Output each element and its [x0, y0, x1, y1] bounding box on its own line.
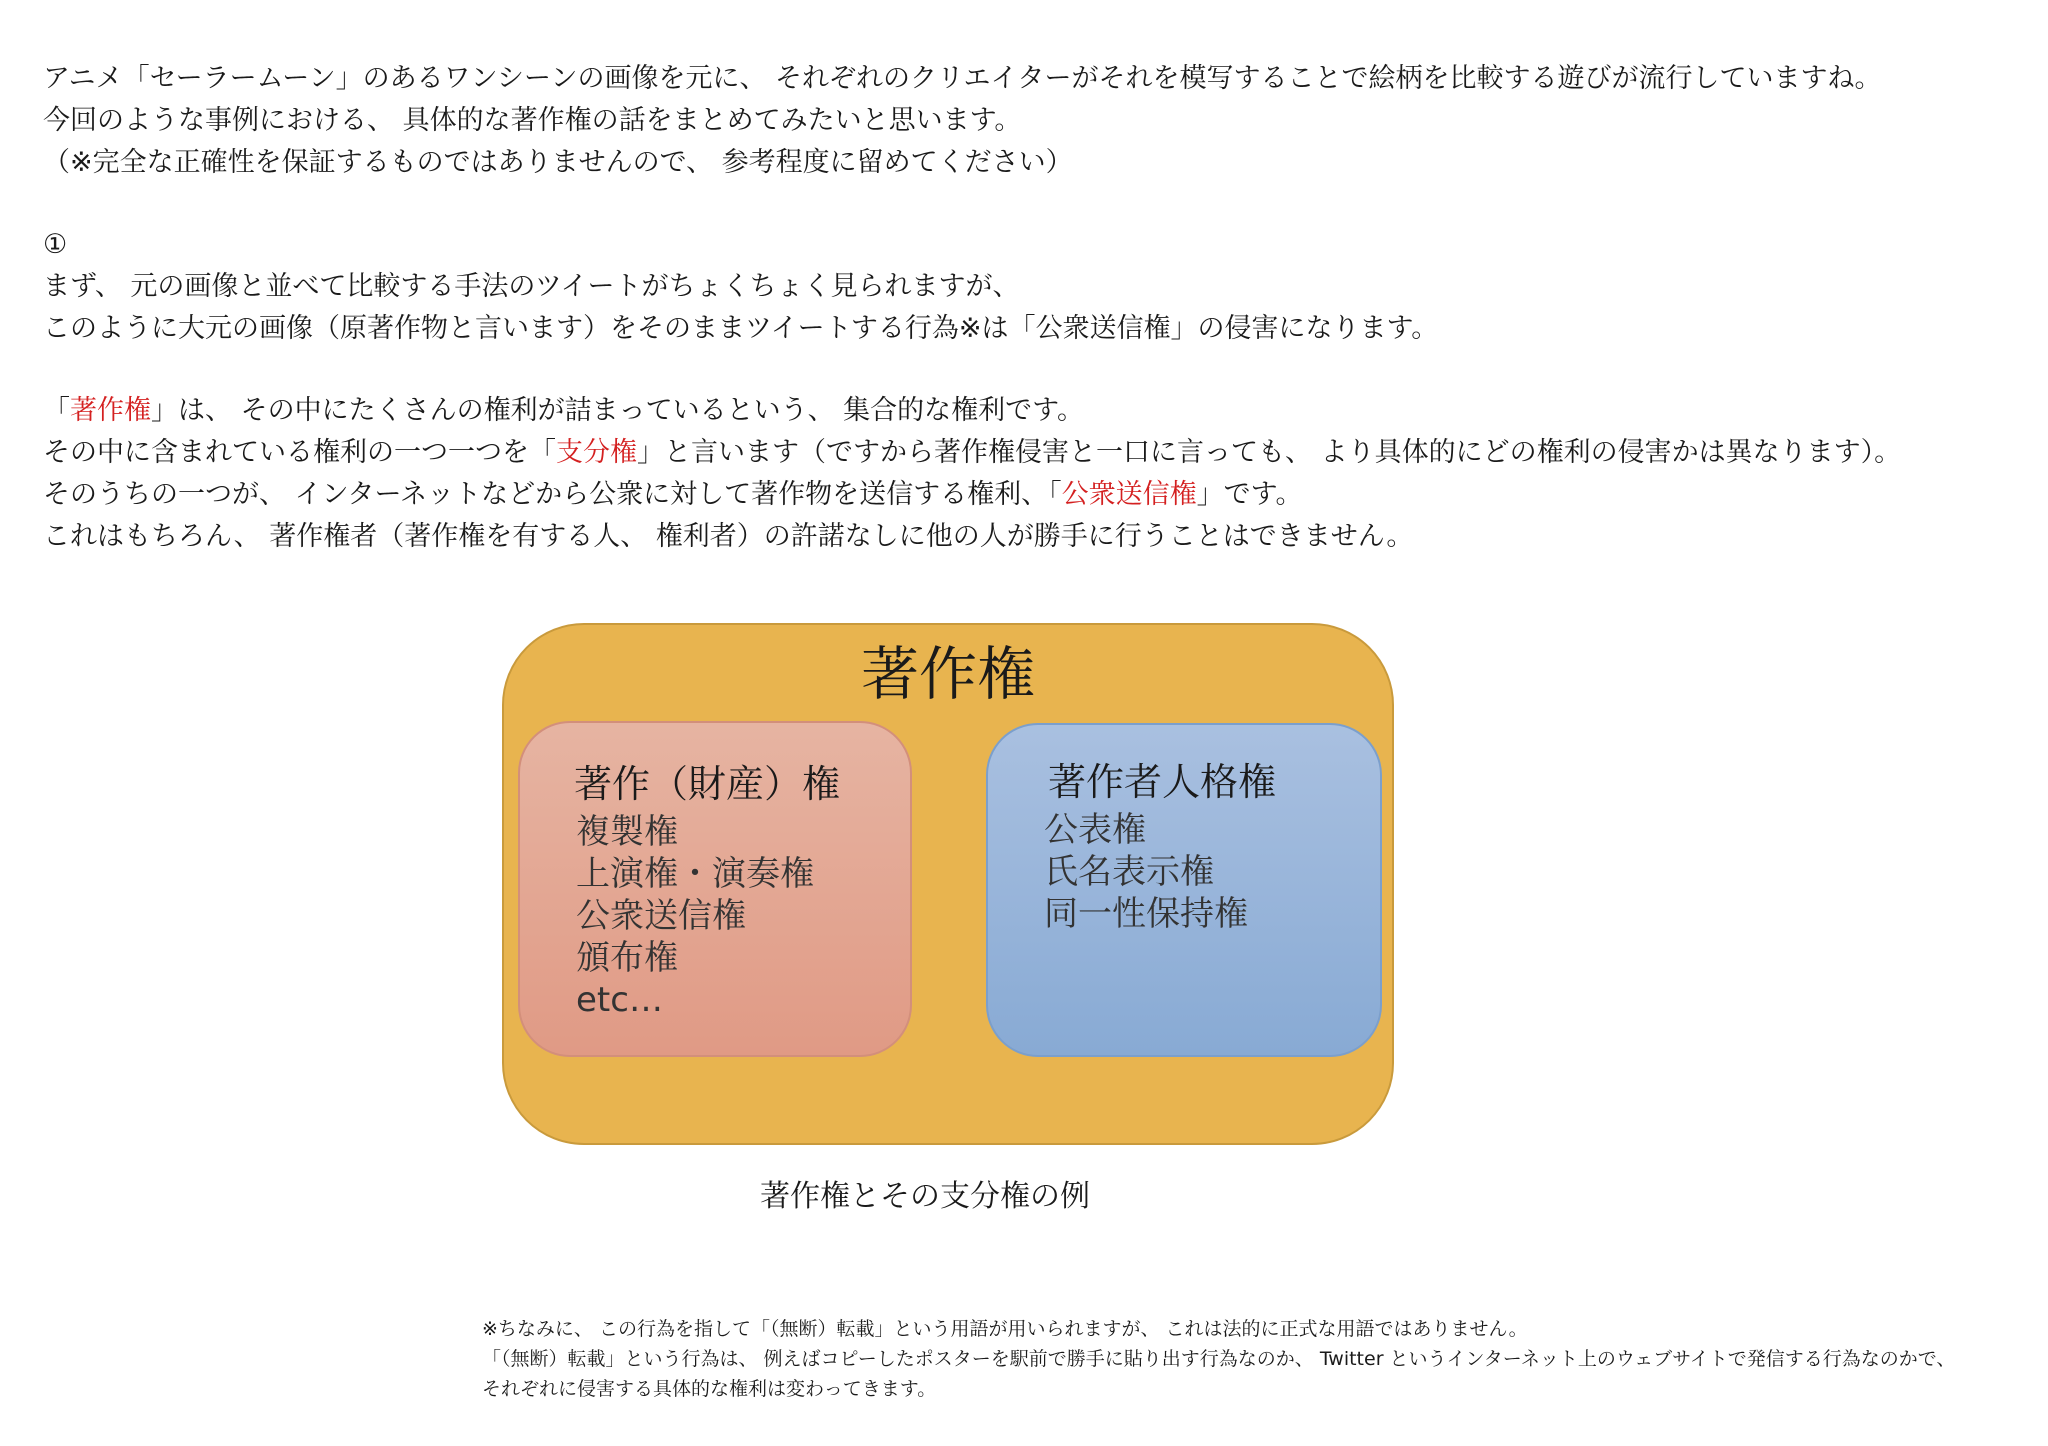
copyright-diagram [502, 623, 1394, 1145]
economic-rights-box [518, 721, 912, 1057]
economic-right-item: etc… [576, 980, 663, 1020]
economic-right-item: 複製権 [576, 812, 678, 852]
bracket-open: 「 [43, 395, 70, 426]
term-public-transmission: 公衆送信権 [1061, 479, 1197, 510]
explanation-line-2-pre: その中に含まれている権利の一つ一つを「 [43, 437, 556, 468]
moral-right-item: 公表権 [1044, 810, 1146, 850]
explanation-line-3-pre: そのうちの一つが、 インターネットなどから公衆に対して著作物を送信する権利、「 [43, 479, 1062, 510]
economic-right-item: 公衆送信権 [576, 896, 746, 936]
moral-right-item: 同一性保持権 [1044, 894, 1248, 934]
economic-rights-title: 著作（財産）権 [574, 762, 841, 806]
explanation-line-2 [43, 436, 1901, 470]
explanation-line-1 [43, 394, 1084, 428]
explanation-line-2-rest: 」と言います（ですから著作権侵害と一口に言っても、 より具体的にどの権利の侵害かは異なります）。 [637, 437, 1902, 468]
section-number: ① [43, 229, 68, 260]
intro-line-3: （※完全な正確性を保証するものではありませんので、 参考程度に留めてください） [43, 147, 1073, 178]
section1-line-1: まず、 元の画像と並べて比較する手法のツイートがちょくちょく見られますが、 [43, 271, 1020, 302]
moral-rights-box [986, 723, 1382, 1057]
explanation-line-3-rest: 」です。 [1196, 479, 1303, 510]
explanation-line-4: これはもちろん、 著作権者（著作権を有する人、 権利者）の許諾なしに他の人が勝手に行うことはできません。 [43, 521, 1414, 552]
term-copyright: 著作権 [70, 395, 151, 426]
explanation-line-3 [43, 478, 1303, 512]
explanation-line-1-rest: 」は、 その中にたくさんの権利が詰まっているという、 集合的な権利です。 [151, 395, 1085, 426]
diagram-caption: 著作権とその支分権の例 [760, 1179, 1090, 1214]
intro-line-2: 今回のような事例における、 具体的な著作権の話をまとめてみたいと思います。 [43, 105, 1022, 136]
footnote-line-2: 「（無断）転載」という行為は、 例えばコピーしたポスターを駅前で勝手に貼り出す行為なのか、 Twitter というインターネット上のウェブサイトで発信する行為なのかで、 [482, 1348, 1956, 1370]
footnote-line-1: ※ちなみに、 この行為を指して「（無断）転載」という用語が用いられますが、 これは法的に正式な用語ではありません。 [482, 1318, 1528, 1340]
term-branch-rights: 支分権 [556, 437, 637, 468]
moral-right-item: 氏名表示権 [1044, 852, 1214, 892]
economic-right-item: 頒布権 [576, 938, 678, 978]
moral-rights-title: 著作者人格権 [1048, 760, 1277, 804]
footnote-line-3: それぞれに侵害する具体的な権利は変わってきます。 [482, 1378, 937, 1400]
section1-line-2: このように大元の画像（原著作物と言います）をそのままツイートする行為※は「公衆送信権」の侵害になります。 [43, 313, 1439, 344]
diagram-title: 著作権 [860, 640, 1035, 708]
intro-line-1: アニメ「セーラームーン」のあるワンシーンの画像を元に、 それぞれのクリエイターがそれを模写することで絵柄を比較する遊びが流行していますね。 [43, 63, 1882, 94]
economic-right-item: 上演権・演奏権 [576, 854, 814, 894]
